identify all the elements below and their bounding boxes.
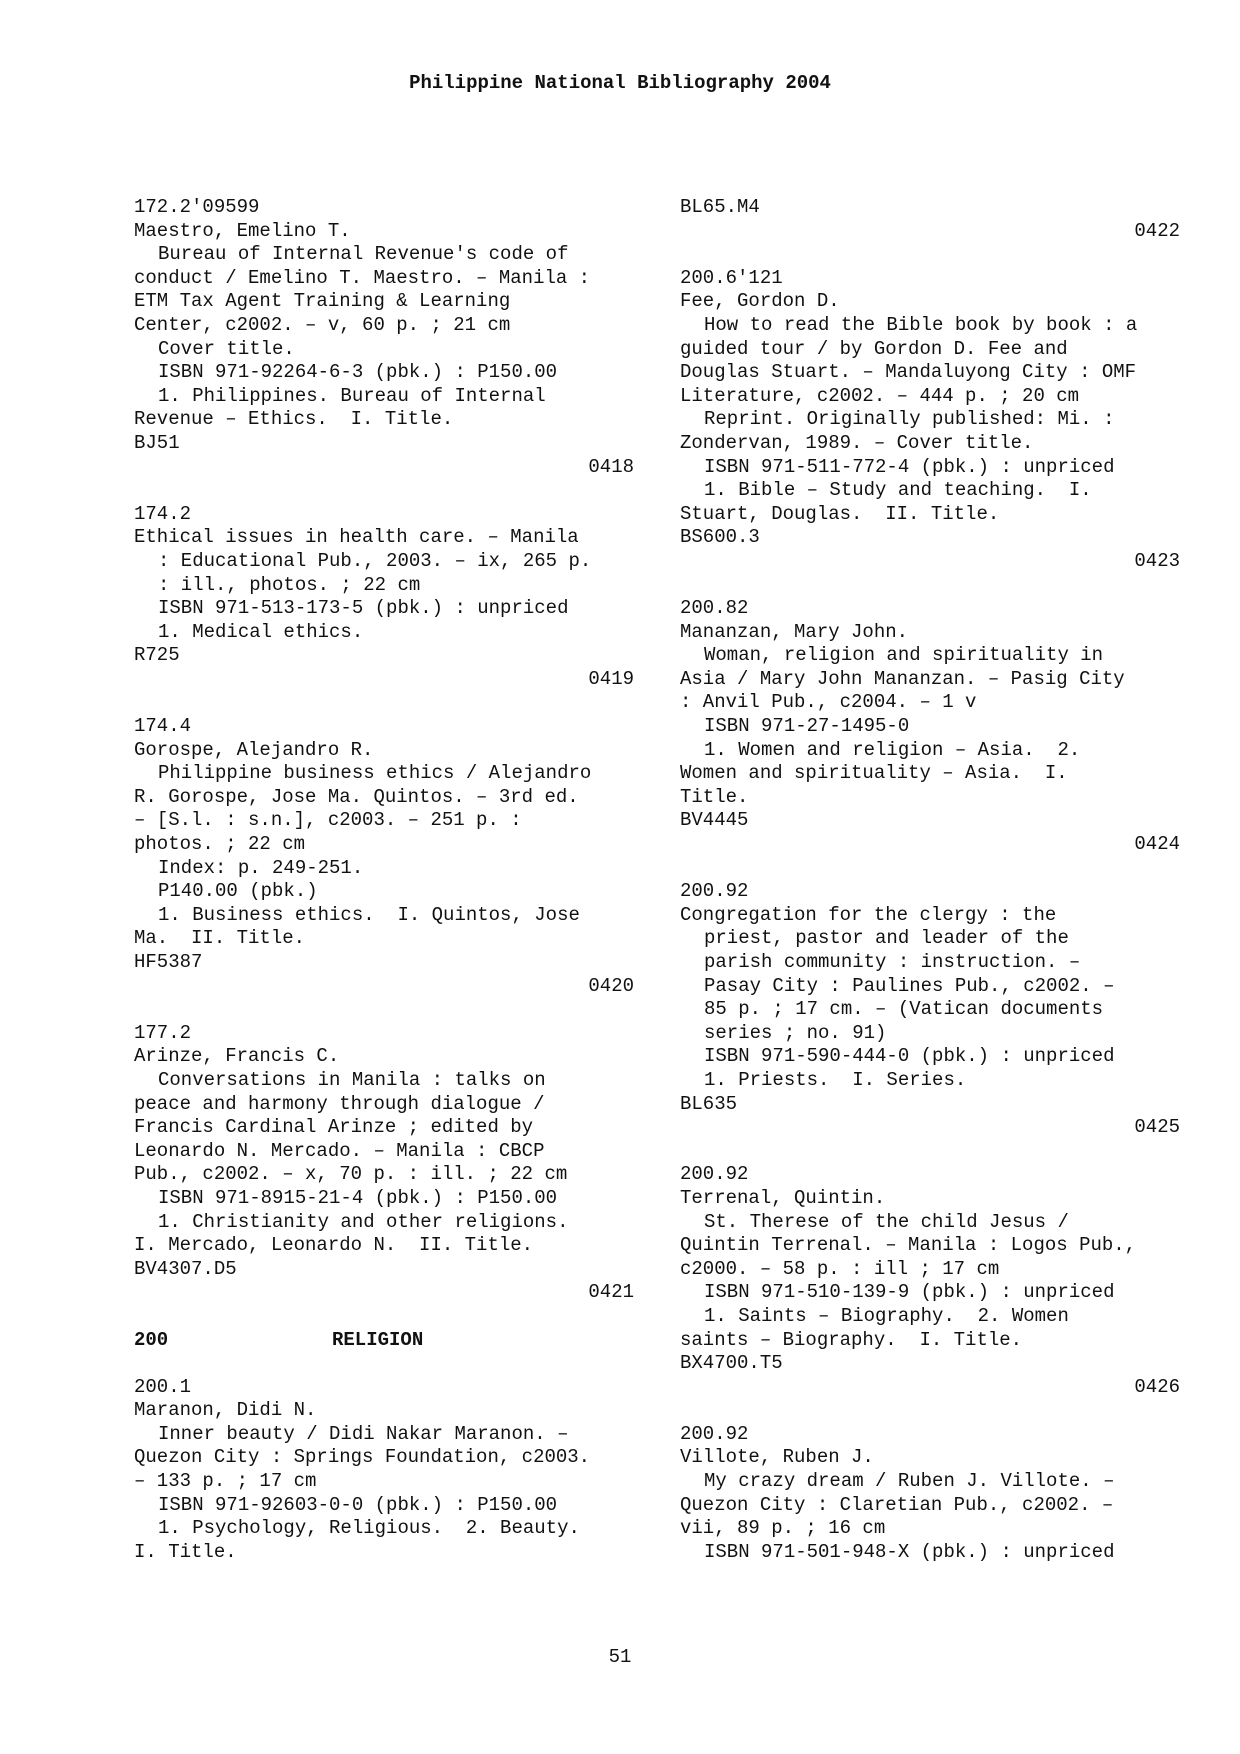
entry-heading: Maranon, Didi N. bbox=[134, 1399, 317, 1422]
entry-text-line: Douglas Stuart. – Mandaluyong City : OMF bbox=[680, 361, 1137, 384]
bibliography-entry bbox=[134, 503, 634, 692]
lc-class: BL65.M4 bbox=[680, 196, 760, 218]
entry-text-line: Index: p. 249-251. bbox=[158, 856, 364, 879]
lc-class: BL635 bbox=[680, 1092, 738, 1115]
call-number: 200.92 bbox=[680, 1163, 749, 1186]
entry-text-line: 1. Saints – Biography. 2. Women bbox=[704, 1304, 1069, 1327]
entry-text-line: ISBN 971-501-948-X (pbk.) : unpriced bbox=[704, 1540, 1115, 1563]
entry-text-line: R. Gorospe, Jose Ma. Quintos. – 3rd ed. bbox=[134, 785, 579, 808]
bibliography-entry bbox=[680, 267, 1180, 574]
entry-text-line: : ill., photos. ; 22 cm bbox=[158, 573, 421, 596]
section-name: RELIGION bbox=[332, 1328, 424, 1351]
call-number: 200.1 bbox=[134, 1375, 192, 1398]
call-number: 200.82 bbox=[680, 597, 749, 620]
entry-text-line: Quintin Terrenal. – Manila : Logos Pub., bbox=[680, 1234, 1137, 1257]
entry-heading: Terrenal, Quintin. bbox=[680, 1186, 886, 1209]
bibliography-entry bbox=[680, 597, 1180, 857]
entry-text-line: ETM Tax Agent Training & Learning bbox=[134, 290, 511, 313]
entry-heading: Fee, Gordon D. bbox=[680, 290, 840, 313]
entry-text-line: Conversations in Manila : talks on bbox=[158, 1068, 546, 1091]
lc-class: R725 bbox=[134, 644, 180, 667]
entry-text-line: guided tour / by Gordon D. Fee and bbox=[680, 337, 1068, 360]
entry-text-line: Center, c2002. – v, 60 p. ; 21 cm bbox=[134, 313, 511, 336]
entry-number: 0420 bbox=[588, 974, 634, 997]
entry-text-line: peace and harmony through dialogue / bbox=[134, 1092, 545, 1115]
entry-number: 0426 bbox=[1134, 1375, 1180, 1398]
bibliography-entry bbox=[680, 1423, 1180, 1565]
bibliography-entry bbox=[680, 880, 1180, 1140]
entry-number: 0422 bbox=[1134, 219, 1180, 242]
continued-entry bbox=[680, 196, 1180, 243]
entry-number: 0421 bbox=[588, 1281, 634, 1304]
entry-heading: Villote, Ruben J. bbox=[680, 1446, 874, 1469]
entry-heading: Congregation for the clergy : the bbox=[680, 903, 1057, 926]
section-heading bbox=[134, 1329, 634, 1353]
call-number: 200.92 bbox=[680, 880, 749, 903]
call-number: 174.4 bbox=[134, 715, 192, 738]
section-number: 200 bbox=[134, 1328, 169, 1351]
entry-text-line: How to read the Bible book by book : a bbox=[704, 313, 1138, 336]
entry-text-line: ISBN 971-590-444-0 (pbk.) : unpriced bbox=[704, 1045, 1115, 1068]
bibliography-entry bbox=[680, 1163, 1180, 1399]
entry-text-line: Woman, religion and spirituality in bbox=[704, 644, 1104, 667]
entry-text-line: St. Therese of the child Jesus / bbox=[704, 1210, 1069, 1233]
entry-text-line: 1. Women and religion – Asia. 2. bbox=[704, 738, 1081, 761]
entry-text-line: – [S.l. : s.n.], c2003. – 251 p. : bbox=[134, 809, 522, 832]
entry-text-line: I. Mercado, Leonardo N. II. Title. bbox=[134, 1234, 534, 1257]
entry-text-line: ISBN 971-8915-21-4 (pbk.) : P150.00 bbox=[158, 1186, 558, 1209]
entry-text-line: ISBN 971-92264-6-3 (pbk.) : P150.00 bbox=[158, 361, 558, 384]
entry-text-line: 1. Priests. I. Series. bbox=[704, 1068, 967, 1091]
entry-text-line: vii, 89 p. ; 16 cm bbox=[680, 1517, 886, 1540]
entry-text-line: P140.00 (pbk.) bbox=[158, 880, 318, 903]
entry-text-line: : Educational Pub., 2003. – ix, 265 p. bbox=[158, 549, 592, 572]
entry-text-line: 1. Psychology, Religious. 2. Beauty. bbox=[158, 1517, 580, 1540]
entry-heading: Gorospe, Alejandro R. bbox=[134, 738, 374, 761]
entry-text-line: Asia / Mary John Mananzan. – Pasig City bbox=[680, 667, 1125, 690]
entry-text-line: Quezon City : Claretian Pub., c2002. – bbox=[680, 1493, 1114, 1516]
entry-text-line: – 133 p. ; 17 cm bbox=[134, 1470, 317, 1493]
bibliography-entry bbox=[134, 715, 634, 998]
lc-class: BX4700.T5 bbox=[680, 1352, 783, 1375]
entry-text-line: Title. bbox=[680, 785, 749, 808]
entry-text-line: Cover title. bbox=[158, 337, 295, 360]
entry-text-line: 1. Philippines. Bureau of Internal bbox=[158, 384, 546, 407]
call-number: 200.6'121 bbox=[680, 266, 783, 289]
entry-text-line: Bureau of Internal Revenue's code of bbox=[158, 243, 569, 266]
entry-text-line: priest, pastor and leader of the bbox=[704, 927, 1069, 950]
lc-class: BJ51 bbox=[134, 431, 180, 454]
lc-class: BV4307.D5 bbox=[134, 1257, 237, 1280]
entry-text-line: ISBN 971-510-139-9 (pbk.) : unpriced bbox=[704, 1281, 1115, 1304]
entry-text-line: Leonardo N. Mercado. – Manila : CBCP bbox=[134, 1139, 545, 1162]
entry-text-line: Women and spirituality – Asia. I. bbox=[680, 762, 1068, 785]
call-number: 200.92 bbox=[680, 1422, 749, 1445]
entry-text-line: Philippine business ethics / Alejandro bbox=[158, 762, 592, 785]
entry-text-line: 1. Bible – Study and teaching. I. bbox=[704, 479, 1092, 502]
call-number: 172.2'09599 bbox=[134, 196, 260, 218]
entry-number: 0423 bbox=[1134, 549, 1180, 572]
entry-number: 0419 bbox=[588, 667, 634, 690]
entry-number: 0418 bbox=[588, 455, 634, 478]
entry-text-line: 1. Christianity and other religions. bbox=[158, 1210, 569, 1233]
entry-heading: Mananzan, Mary John. bbox=[680, 620, 909, 643]
entry-text-line: Pasay City : Paulines Pub., c2002. – bbox=[704, 974, 1115, 997]
lc-class: BV4445 bbox=[680, 809, 749, 832]
entry-text-line: ISBN 971-511-772-4 (pbk.) : unpriced bbox=[704, 455, 1115, 478]
entry-text-line: 1. Medical ethics. bbox=[158, 620, 364, 643]
entry-text-line: 85 p. ; 17 cm. – (Vatican documents bbox=[704, 998, 1104, 1021]
entry-text-line: Reprint. Originally published: Mi. : bbox=[704, 408, 1115, 431]
entry-text-line: Francis Cardinal Arinze ; edited by bbox=[134, 1116, 534, 1139]
bibliography-entry bbox=[134, 196, 634, 479]
entry-text-line: : Anvil Pub., c2004. – 1 v bbox=[680, 691, 977, 714]
entry-text-line: ISBN 971-27-1495-0 bbox=[704, 715, 910, 738]
entry-text-line: My crazy dream / Ruben J. Villote. – bbox=[704, 1470, 1115, 1493]
entry-text-line: I. Title. bbox=[134, 1540, 237, 1563]
entry-text-line: Pub., c2002. – x, 70 p. : ill. ; 22 cm bbox=[134, 1163, 568, 1186]
entry-text-line: Inner beauty / Didi Nakar Maranon. – bbox=[158, 1422, 569, 1445]
entry-text-line: saints – Biography. I. Title. bbox=[680, 1328, 1023, 1351]
right-column bbox=[680, 196, 1180, 1588]
entry-text-line: Zondervan, 1989. – Cover title. bbox=[680, 431, 1034, 454]
entry-number: 0425 bbox=[1134, 1116, 1180, 1139]
entry-heading: Ethical issues in health care. – Manila bbox=[134, 526, 579, 549]
entry-text-line: Quezon City : Springs Foundation, c2003. bbox=[134, 1446, 591, 1469]
bibliography-entry bbox=[134, 1022, 634, 1305]
entry-text-line: ISBN 971-513-173-5 (pbk.) : unpriced bbox=[158, 597, 569, 620]
page-number: 51 bbox=[608, 1646, 632, 1668]
entry-text-line: parish community : instruction. – bbox=[704, 951, 1081, 973]
page-title: Philippine National Bibliography 2004 bbox=[409, 72, 831, 94]
lc-class: BS600.3 bbox=[680, 526, 760, 549]
entry-number: 0424 bbox=[1134, 833, 1180, 856]
entry-text-line: conduct / Emelino T. Maestro. – Manila : bbox=[134, 266, 591, 289]
call-number: 177.2 bbox=[134, 1021, 192, 1044]
bibliography-entry bbox=[134, 1376, 634, 1565]
call-number: 174.2 bbox=[134, 502, 192, 525]
entry-heading: Maestro, Emelino T. bbox=[134, 219, 351, 242]
entry-text-line: 1. Business ethics. I. Quintos, Jose bbox=[158, 903, 580, 926]
entry-text-line: series ; no. 91) bbox=[704, 1021, 887, 1044]
left-entries bbox=[134, 196, 634, 1305]
entry-heading: Arinze, Francis C. bbox=[134, 1045, 340, 1068]
right-entries bbox=[680, 267, 1180, 1565]
entry-text-line: Revenue – Ethics. I. Title. bbox=[134, 408, 454, 431]
entry-text-line: Stuart, Douglas. II. Title. bbox=[680, 502, 1000, 525]
entry-text-line: ISBN 971-92603-0-0 (pbk.) : P150.00 bbox=[158, 1493, 558, 1516]
left-column bbox=[134, 196, 634, 1588]
left-entries-after-section bbox=[134, 1376, 634, 1565]
lc-class: HF5387 bbox=[134, 951, 203, 973]
entry-text-line: Literature, c2002. – 444 p. ; 20 cm bbox=[680, 384, 1080, 407]
entry-text-line: photos. ; 22 cm bbox=[134, 833, 306, 856]
entry-text-line: c2000. – 58 p. : ill ; 17 cm bbox=[680, 1257, 1000, 1280]
entry-text-line: Ma. II. Title. bbox=[134, 927, 306, 950]
